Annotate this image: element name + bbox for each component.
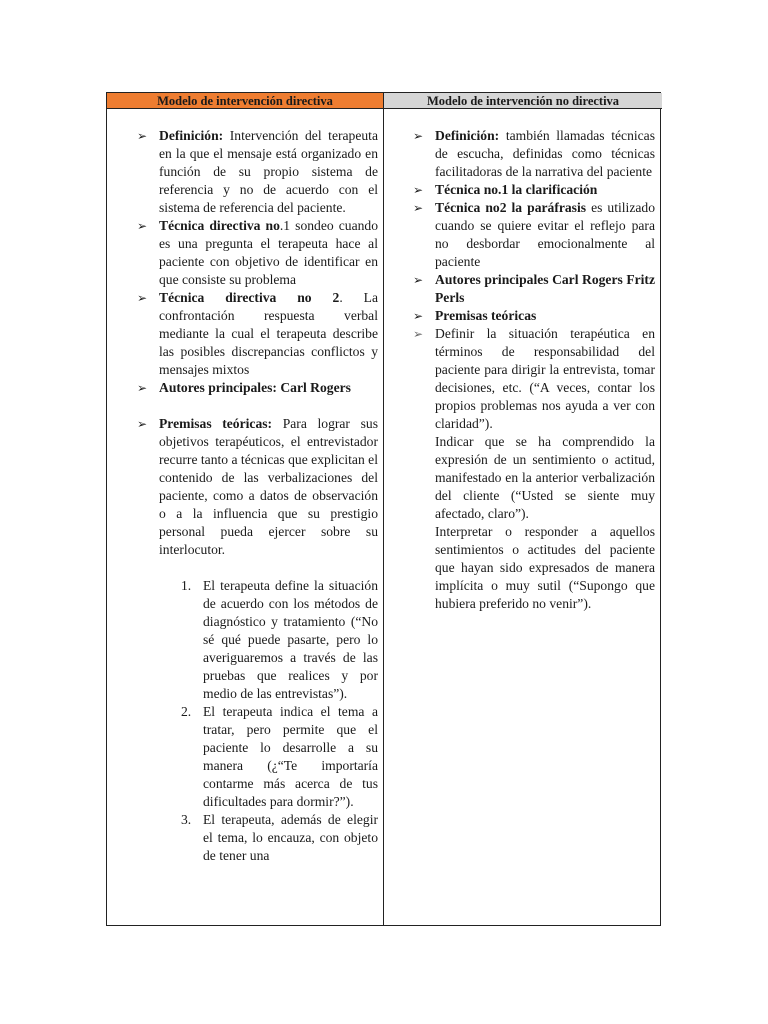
arrow-bullet-icon: ➢ — [413, 129, 424, 143]
no-directiva-content — [413, 127, 655, 613]
list-item-premisas — [137, 415, 378, 559]
list-item-tecnica-2 — [137, 289, 378, 379]
cell-no-directiva — [384, 109, 662, 925]
definir-text: Definir la situación terapéutica en términos de responsabilidad del paciente para dirigir la entrevista, tomar decisiones, etc. (“A veces, contar los propios problemas nos ayuda a ver con claridad”). — [435, 326, 655, 431]
spacer — [137, 559, 378, 577]
list-item-tecnica-1 — [137, 217, 378, 289]
arrow-bullet-icon: ➢ — [413, 309, 424, 323]
arrow-bullet-icon: ➢ — [137, 417, 148, 431]
list-item-tecnica-1 — [413, 181, 655, 199]
arrow-bullet-icon: ➢ — [413, 201, 424, 215]
arrow-bullet-icon: ➢ — [137, 219, 148, 233]
list-item-autores — [137, 379, 378, 397]
item-number: 1. — [181, 578, 192, 593]
item-number: 3. — [181, 812, 192, 827]
comparison-table — [106, 92, 661, 926]
definicion-text: Intervención del terapeuta en la que el mensaje está organizado en función de su propio sistema de referencia y no de acuerdo con el sistema de referencia del paciente. — [159, 128, 378, 215]
definicion-text: también llamadas técnicas de escucha, definidas como técnicas facilitadoras de la narrativa del paciente — [435, 128, 655, 179]
header-no-directiva: Modelo de intervención no directiva — [384, 93, 662, 109]
premisas-label: Premisas teóricas: — [159, 416, 273, 431]
tecnica1-text: .1 sondeo cuando es una pregunta el terapeuta hace al paciente con objetivo de identificar en que consiste su problema — [159, 218, 378, 287]
arrow-bullet-icon: ➢ — [137, 381, 148, 395]
list-item-definicion — [137, 127, 378, 217]
list-item-autores — [413, 271, 655, 307]
outline-arrow-bullet-icon: ➢ — [413, 327, 424, 341]
item-text: El terapeuta define la situación de acuerdo con los métodos de diagnóstico y tratamiento (“No sé qué puede pasarte, pero lo averiguaremos a través de las pruebas que realices y por medio de las entrevistas”). — [203, 578, 378, 701]
tecnica2-label: Técnica directiva no 2 — [159, 290, 340, 305]
paragraph-indicar: Indicar que se ha comprendido la expresión de un sentimiento o actitud, manifestado en la anterior verbalización del cliente (“Usted se siente muy afectado, claro”). — [435, 434, 655, 521]
premisas-text: Para lograr sus objetivos terapéuticos, el entrevistador recurre tanto a técnicas que explicitan el contenido de las verbalizaciones del paciente, como a datos de observación o a la influencia que su prestigio personal pueda ejercer sobre su interlocutor. — [159, 416, 378, 557]
item-number: 2. — [181, 704, 192, 719]
numbered-item-1 — [181, 577, 378, 703]
arrow-bullet-icon: ➢ — [413, 183, 424, 197]
arrow-bullet-icon: ➢ — [413, 273, 424, 287]
spacer — [137, 397, 378, 415]
numbered-list — [181, 577, 378, 865]
item-text: El terapeuta, además de elegir el tema, lo encauza, con objeto de tener una — [203, 812, 378, 863]
item-text: El terapeuta indica el tema a tratar, pero permite que el paciente lo desarrolle a su manera (¿“Te importaría contarme más acerca de tus dificultades para dormir?”). — [203, 704, 378, 809]
tecnica2-label: Técnica no2 la paráfrasis — [435, 200, 587, 215]
cell-directiva — [107, 109, 384, 925]
autores-text: Autores principales Carl Rogers Fritz Perls — [435, 272, 655, 305]
arrow-bullet-icon: ➢ — [137, 291, 148, 305]
definicion-label: Definición: — [159, 128, 224, 143]
tecnica1-text: Técnica no.1 la clarificación — [435, 182, 598, 197]
autores-text: Autores principales: Carl Rogers — [159, 380, 351, 395]
header-directiva: Modelo de intervención directiva — [107, 93, 384, 109]
premisas-text: Premisas teóricas — [435, 308, 537, 323]
list-item-premisas — [413, 307, 655, 325]
tecnica1-label: Técnica directiva no — [159, 218, 280, 233]
arrow-bullet-icon: ➢ — [137, 129, 148, 143]
definicion-label: Definición: — [435, 128, 500, 143]
list-item-definir — [413, 325, 655, 433]
list-item-tecnica-2 — [413, 199, 655, 271]
tecnica2-text: es utilizado cuando se quiere evitar el reflejo para no desbordar emocionalmente al paciente — [435, 200, 655, 269]
tecnica2-text: . La confrontación respuesta verbal mediante la cual el terapeuta describe las posibles discrepancias conflictos y mensajes mixtos — [159, 290, 378, 377]
paragraph-interpretar: Interpretar o responder a aquellos sentimientos o actitudes del paciente que hayan sido expresados de manera implícita o muy sutil (“Supongo que hubiera preferido no venir”). — [435, 524, 655, 611]
directiva-content — [137, 127, 378, 865]
list-item-definicion — [413, 127, 655, 181]
numbered-item-3 — [181, 811, 378, 865]
numbered-item-2 — [181, 703, 378, 811]
